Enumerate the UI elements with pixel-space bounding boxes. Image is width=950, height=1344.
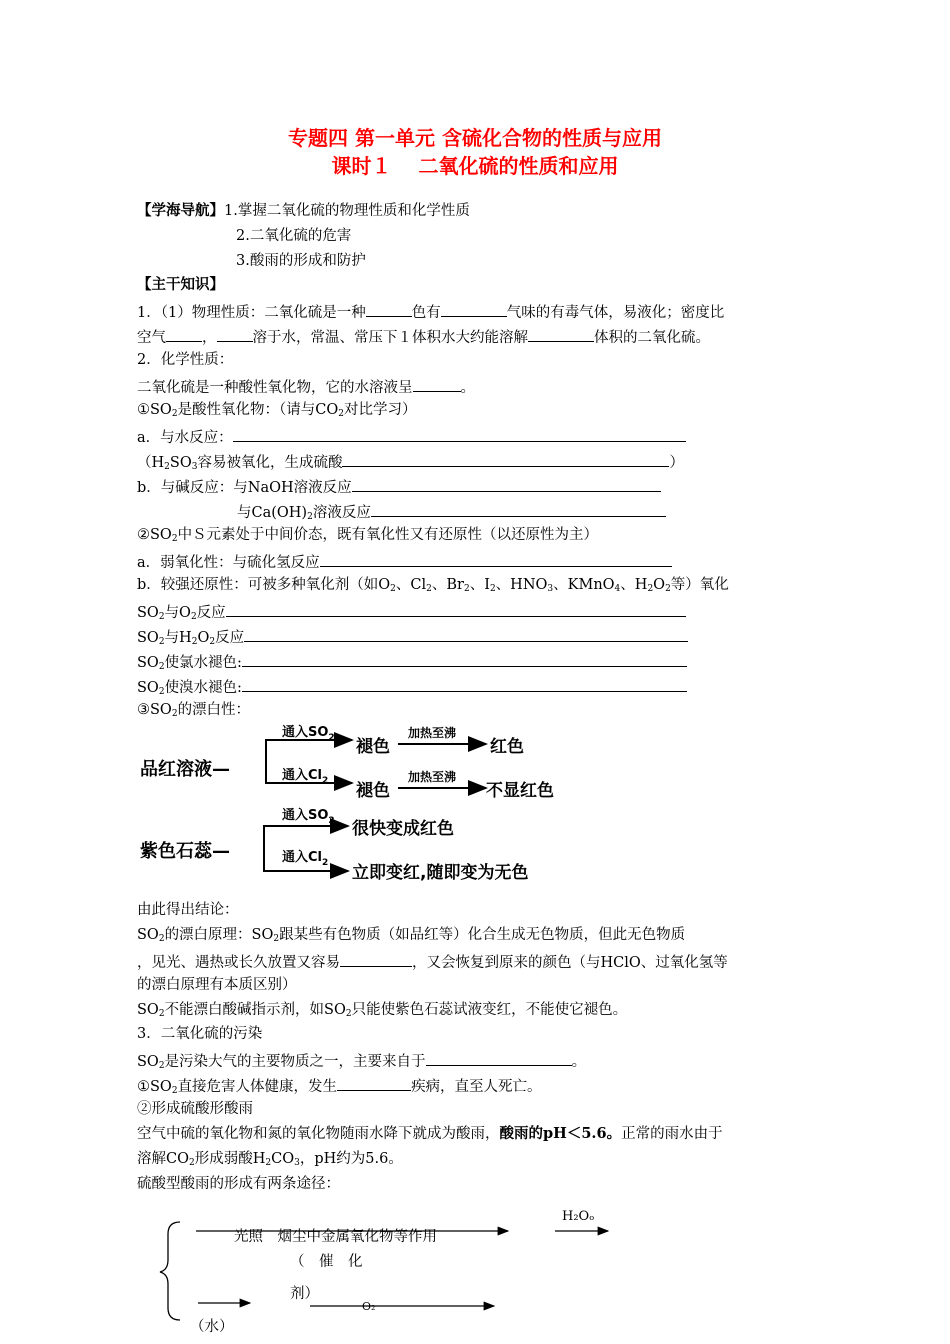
svg-text:（水）: （水） [190, 1319, 234, 1335]
pollution-line-2: $①SO_2$直接危害人体健康，发生 疾病，直至人死亡。 [137, 1074, 542, 1097]
blank[interactable] [320, 550, 672, 567]
guide-line-1: 【学海导航】1.掌握二氧化硫的物理性质和化学性质 [137, 202, 470, 219]
pinhong-label: 品红溶液— [140, 759, 230, 780]
acid-oxide-line: 二氧化硫是一种酸性氧化物，它的水溶液呈 。 [137, 375, 475, 398]
svg-text:很快变成红色: 很快变成红色 [352, 819, 454, 839]
pollution-line-5: 溶解$CO_2$形成弱酸$H_2CO_3$，pH约为5.6。 [137, 1151, 403, 1168]
blank[interactable] [426, 1049, 572, 1066]
fade-label: 褪色 [356, 781, 390, 801]
conclusion-line-3: 的漂白原理有本质区别） [137, 977, 297, 993]
brace [160, 1222, 180, 1320]
guide-label: 【学海导航】 [137, 202, 224, 219]
acid-rain-pathway-diagram [150, 1200, 630, 1344]
not-red-label: 不显红色 [486, 781, 554, 801]
arrow [264, 826, 348, 849]
page-subtitle: 课时１ 二氧化硫的性质和应用 [331, 154, 619, 178]
svg-text:光照 烟尘中金属氧化物等作用: 光照 烟尘中金属氧化物等作用 [234, 1229, 437, 1245]
strong-reduction: b．较强还原性：可被多种氧化剂（如$O_2$、$Cl_2$、$Br_2$、$I_2$、$HNO_3$、KMnO$_4$、$H_2O_2$等）氧化 [137, 577, 729, 594]
blank[interactable] [371, 500, 666, 517]
so2-chlorine-water: $SO_2$使氯水褪色: [137, 650, 687, 673]
blank[interactable] [242, 650, 687, 667]
blank[interactable] [244, 625, 688, 642]
main-knowledge-label: 【主干知识】 [137, 276, 224, 293]
blank[interactable] [226, 600, 686, 617]
blank[interactable] [342, 450, 669, 467]
guide-line-2: 2.二氧化硫的危害 [236, 228, 352, 244]
pollution-line-4: 空气中硫的氧化物和氮的氧化物随雨水降下就成为酸雨，酸雨的pH＜5.6。正常的雨水由于 [137, 1125, 723, 1142]
physical-props-line-2: 空气 ， 溶于水，常温、常压下１体积水大约能溶解 体积的二氧化硫。 [137, 325, 710, 348]
svg-text:通入Cl2: 通入$Cl_2$ [282, 850, 329, 868]
so2-bromine-water: $SO_2$使溴水褪色: [137, 675, 687, 698]
svg-text:（ 催 化: （ 催 化 [290, 1254, 363, 1270]
bleaching-diagram [130, 718, 610, 888]
water-reaction: a．与水反应： [137, 425, 686, 448]
pollution-line-3: ②形成硫酸形酸雨 [137, 1101, 253, 1117]
pollution-line-6: 硫酸型酸雨的形成有两条途径： [137, 1176, 340, 1192]
svg-text:通入Cl2: 通入$Cl_2$ [282, 768, 329, 786]
svg-text:通入SO2: 通入$SO_2$ [282, 725, 335, 743]
conclusion-line-2: ，见光、遇热或长久放置又容易 ，又会恢复到原来的颜色（与HClO、过氧化氢等 [137, 950, 728, 973]
svg-text:O₂: O₂ [362, 1300, 376, 1313]
svg-text:通入SO2: 通入$SO_2$ [282, 808, 335, 826]
base-reaction-2: 与$Ca(OH)_2$溶液反应 [237, 500, 666, 523]
base-reaction-1: b．与碱反应：与NaOH溶液反应 [137, 475, 661, 498]
svg-text:立即变红,随即变为无色: 立即变红,随即变为无色 [352, 863, 529, 883]
blank[interactable] [166, 325, 202, 342]
red-label: 红色 [490, 737, 524, 757]
blank[interactable] [337, 1074, 411, 1091]
conclusion-line-4: $SO_2$不能漂白酸碱指示剂，如$SO_2$只能使紫色石蕊试液变红，不能使它褪色。 [137, 1002, 628, 1019]
blank[interactable] [413, 375, 461, 392]
so2-h2o2-reaction: $SO_2$与$H_2O_2$反应 [137, 625, 688, 648]
physical-props-line-1: 1．（1）物理性质：二氧化硫是一种 色有 气味的有毒气体，易液化；密度比 [137, 300, 724, 323]
h2so3-line: （$H_2SO_3$容易被氧化，生成硫酸 ） [137, 450, 684, 473]
fade-label: 褪色 [356, 737, 390, 757]
svg-text:H₂Oₒ: H₂Oₒ [562, 1209, 595, 1224]
blank[interactable] [441, 300, 507, 317]
zise-label: 紫色石蕊— [140, 841, 230, 862]
so2-o2-reaction: $SO_2$与$O_2$反应 [137, 600, 686, 623]
page-title: 专题四 第一单元 含硫化合物的性质与应用 [288, 126, 662, 150]
guide-line-3: 3.酸雨的形成和防护 [236, 253, 366, 269]
arrow [266, 740, 352, 765]
weak-oxidation: a．弱氧化性：与硫化氢反应 [137, 550, 672, 573]
pollution-heading: 3．二氧化硫的污染 [137, 1026, 263, 1042]
blank[interactable] [217, 325, 253, 342]
blank[interactable] [528, 325, 594, 342]
blank[interactable] [340, 950, 412, 967]
blank[interactable] [366, 300, 412, 317]
pollution-line-1: $SO_2$是污染大气的主要物质之一，主要来自于 。 [137, 1049, 586, 1072]
conclusion-heading: 由此得出结论： [137, 902, 239, 918]
blank[interactable] [352, 475, 661, 492]
svg-text:加热至沸: 加热至沸 [408, 726, 457, 740]
blank[interactable] [242, 675, 687, 692]
point-2: $②SO_2$中Ｓ元素处于中间价态，既有氧化性又有还原性（以还原性为主） [137, 527, 599, 544]
point-1: $①SO_2$是酸性氧化物：（请与$CO_2$对比学习） [137, 402, 417, 419]
svg-text:剂）: 剂） [290, 1286, 319, 1302]
svg-text:加热至沸: 加热至沸 [408, 770, 457, 784]
conclusion-line-1: $SO_2$的漂白原理：$SO_2$跟某些有色物质（如品红等）化合生成无色物质，但此无色物质 [137, 927, 686, 944]
chem-props-heading: 2．化学性质： [137, 352, 234, 368]
blank[interactable] [233, 425, 686, 442]
point-3: $③SO_2$的漂白性： [137, 702, 251, 719]
